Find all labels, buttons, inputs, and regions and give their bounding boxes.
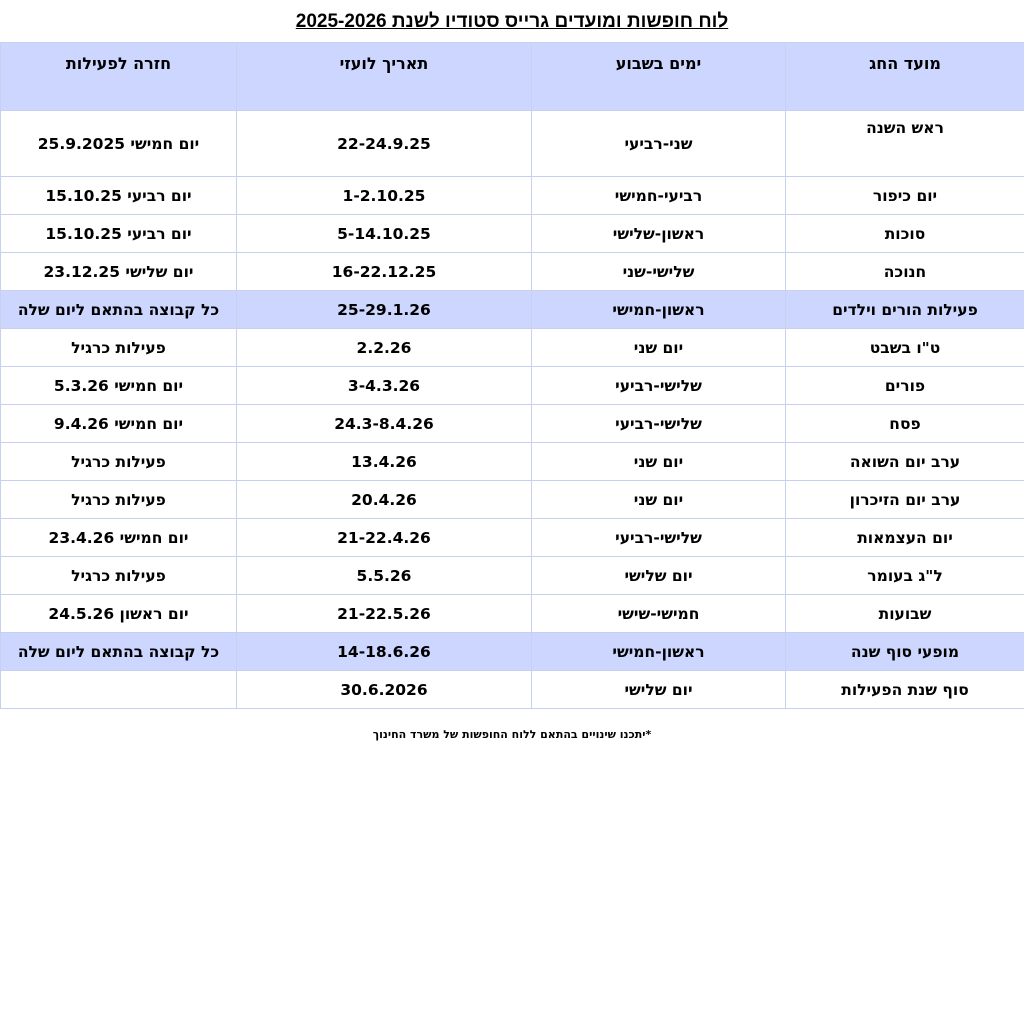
date-cell: 25-29.1.26 bbox=[237, 291, 532, 329]
date-cell: 30.6.2026 bbox=[237, 671, 532, 709]
table-row bbox=[1, 215, 1024, 253]
page-title: לוח חופשות ומועדים גרייס סטודיו לשנת 2025-2026 bbox=[295, 11, 729, 32]
date-cell: 1-2.10.25 bbox=[237, 177, 532, 215]
holiday-cell: ראש השנה bbox=[786, 111, 1024, 177]
holiday-cell: פעילות הורים וילדים bbox=[786, 291, 1024, 329]
date-cell: 3-4.3.26 bbox=[237, 367, 532, 405]
date-cell: 20.4.26 bbox=[237, 481, 532, 519]
return-cell: פעילות כרגיל bbox=[1, 329, 237, 367]
date-cell: 2.2.26 bbox=[237, 329, 532, 367]
return-cell: יום חמישי 23.4.26 bbox=[1, 519, 237, 557]
table-row bbox=[1, 671, 1024, 709]
days-cell: חמישי-שישי bbox=[532, 595, 786, 633]
holiday-cell: פורים bbox=[786, 367, 1024, 405]
return-cell: יום חמישי 25.9.2025 bbox=[1, 111, 237, 177]
date-cell: 5-14.10.25 bbox=[237, 215, 532, 253]
days-cell: שלישי-שני bbox=[532, 253, 786, 291]
holiday-cell: חנוכה bbox=[786, 253, 1024, 291]
table-row bbox=[1, 111, 1024, 177]
holiday-cell: שבועות bbox=[786, 595, 1024, 633]
return-cell: כל קבוצה בהתאם ליום שלה bbox=[1, 633, 237, 671]
date-cell: 13.4.26 bbox=[237, 443, 532, 481]
return-cell: יום חמישי 5.3.26 bbox=[1, 367, 237, 405]
days-cell: ראשון-שלישי bbox=[532, 215, 786, 253]
holiday-cell: ט"ו בשבט bbox=[786, 329, 1024, 367]
holiday-cell: ערב יום הזיכרון bbox=[786, 481, 1024, 519]
header-days: ימים בשבוע bbox=[532, 43, 786, 111]
days-cell: יום שלישי bbox=[532, 671, 786, 709]
table-row bbox=[1, 329, 1024, 367]
footnote: *יתכנו שינויים בהתאם ללוח החופשות של משרד החינוך bbox=[372, 728, 652, 741]
days-cell: רביעי-חמישי bbox=[532, 177, 786, 215]
days-cell: יום שלישי bbox=[532, 557, 786, 595]
days-cell: יום שני bbox=[532, 443, 786, 481]
return-cell: יום רביעי 15.10.25 bbox=[1, 177, 237, 215]
days-cell: יום שני bbox=[532, 481, 786, 519]
date-cell: 5.5.26 bbox=[237, 557, 532, 595]
table-row bbox=[1, 595, 1024, 633]
date-cell: 16-22.12.25 bbox=[237, 253, 532, 291]
table-row bbox=[1, 557, 1024, 595]
holiday-calendar-table bbox=[0, 42, 1024, 709]
table-row bbox=[1, 367, 1024, 405]
days-cell: שלישי-רביעי bbox=[532, 405, 786, 443]
header-holiday: מועד החג bbox=[786, 43, 1024, 111]
table-row bbox=[1, 633, 1024, 671]
days-cell: שלישי-רביעי bbox=[532, 519, 786, 557]
return-cell: פעילות כרגיל bbox=[1, 557, 237, 595]
holiday-cell: ל"ג בעומר bbox=[786, 557, 1024, 595]
date-cell: 22-24.9.25 bbox=[237, 111, 532, 177]
date-cell: 21-22.5.26 bbox=[237, 595, 532, 633]
holiday-cell: סוף שנת הפעילות bbox=[786, 671, 1024, 709]
return-cell: יום שלישי 23.12.25 bbox=[1, 253, 237, 291]
date-cell: 14-18.6.26 bbox=[237, 633, 532, 671]
table-row bbox=[1, 291, 1024, 329]
return-cell: פעילות כרגיל bbox=[1, 481, 237, 519]
holiday-cell: סוכות bbox=[786, 215, 1024, 253]
return-cell: יום רביעי 15.10.25 bbox=[1, 215, 237, 253]
date-cell: 24.3-8.4.26 bbox=[237, 405, 532, 443]
table-row bbox=[1, 519, 1024, 557]
holiday-cell: יום כיפור bbox=[786, 177, 1024, 215]
return-cell: יום חמישי 9.4.26 bbox=[1, 405, 237, 443]
return-cell: יום ראשון 24.5.26 bbox=[1, 595, 237, 633]
table-row bbox=[1, 177, 1024, 215]
holiday-cell: מופעי סוף שנה bbox=[786, 633, 1024, 671]
table-row bbox=[1, 443, 1024, 481]
holiday-cell: ערב יום השואה bbox=[786, 443, 1024, 481]
table-row bbox=[1, 405, 1024, 443]
days-cell: ראשון-חמישי bbox=[532, 633, 786, 671]
return-cell: פעילות כרגיל bbox=[1, 443, 237, 481]
days-cell: שני-רביעי bbox=[532, 111, 786, 177]
return-cell: כל קבוצה בהתאם ליום שלה bbox=[1, 291, 237, 329]
holiday-cell: יום העצמאות bbox=[786, 519, 1024, 557]
header-date: תאריך לועזי bbox=[237, 43, 532, 111]
days-cell: יום שני bbox=[532, 329, 786, 367]
return-cell bbox=[1, 671, 237, 709]
table-header-row bbox=[1, 43, 1024, 111]
header-return: חזרה לפעילות bbox=[1, 43, 237, 111]
table-row bbox=[1, 253, 1024, 291]
holiday-cell: פסח bbox=[786, 405, 1024, 443]
days-cell: שלישי-רביעי bbox=[532, 367, 786, 405]
table-row bbox=[1, 481, 1024, 519]
days-cell: ראשון-חמישי bbox=[532, 291, 786, 329]
date-cell: 21-22.4.26 bbox=[237, 519, 532, 557]
